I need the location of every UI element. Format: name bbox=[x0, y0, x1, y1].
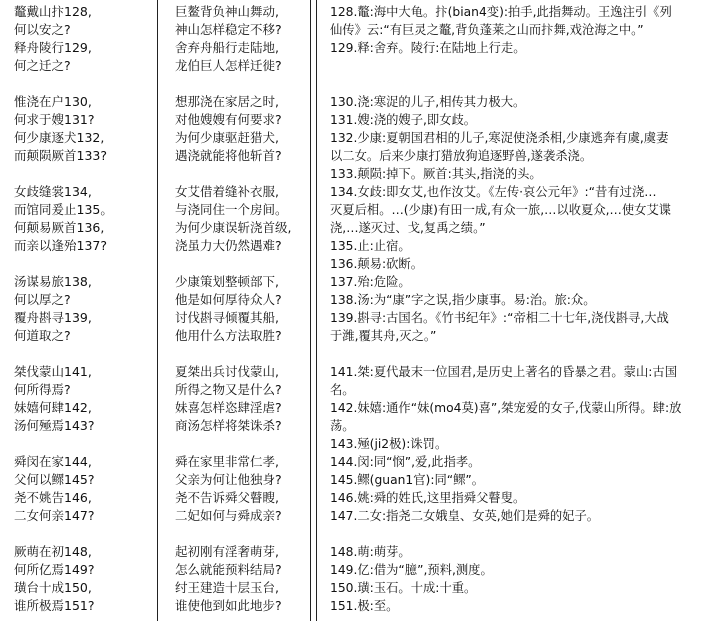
original-line: 何以安之? bbox=[14, 22, 71, 37]
original-line: 覆舟斟寻139, bbox=[14, 310, 92, 325]
original-line: 而亲以逢殆137? bbox=[14, 238, 107, 253]
original-line: 舜闵在家144, bbox=[14, 454, 92, 469]
note-line: 138.汤:为“康”字之误,指少康事。易:治。旅:众。 bbox=[330, 293, 596, 307]
translation-line: 舜在家里非常仁孝, bbox=[175, 454, 279, 469]
translation-line: 为何少康驱赶猎犬, bbox=[175, 130, 279, 145]
translation-column bbox=[160, 0, 310, 621]
note-line: 146.姚:舜的姓氏,这里指舜父瞽叟。 bbox=[330, 491, 526, 505]
translation-line: 商汤怎样将桀诛杀? bbox=[175, 418, 282, 433]
original-line: 何道取之? bbox=[14, 328, 71, 343]
translation-line: 舍弃舟船行走陆地, bbox=[175, 40, 279, 55]
original-line: 何求于嫂131? bbox=[14, 112, 95, 127]
original-line: 而颠陨厥首133? bbox=[14, 148, 107, 163]
column-divider bbox=[316, 0, 317, 621]
original-line: 何所得焉? bbox=[14, 382, 71, 397]
note-line: 130.浇:寒浞的儿子,相传其力极大。 bbox=[330, 95, 526, 109]
note-line: 147.二女:指尧二女娥皇、女英,她们是舜的妃子。 bbox=[330, 509, 600, 523]
note-line: 荡。 bbox=[330, 419, 355, 433]
note-line: 144.闵:同“悯”,爱,此指孝。 bbox=[330, 455, 481, 469]
translation-line: 对他嫂嫂有何要求? bbox=[175, 112, 282, 127]
original-line: 而馆同爰止135。 bbox=[14, 202, 113, 217]
translation-line: 妹喜怎样恣肆淫虐? bbox=[175, 400, 282, 415]
original-line: 璜台十成150, bbox=[14, 580, 92, 595]
translation-line: 巨鳌背负神山舞动, bbox=[175, 4, 279, 19]
note-line: 浇,…遂灭过、戈,复禹之绩。” bbox=[330, 221, 486, 235]
note-line: 145.鳏(guan1官):同“鳏”。 bbox=[330, 473, 485, 487]
original-line: 何颠易厥首136, bbox=[14, 220, 105, 235]
translation-line: 他用什么方法取胜? bbox=[175, 328, 282, 343]
translation-line: 二妃如何与舜成亲? bbox=[175, 508, 282, 523]
column-divider bbox=[310, 0, 311, 621]
translation-line: 起初刚有淫奢萌芽, bbox=[175, 544, 279, 559]
translation-line: 他是如何厚待众人? bbox=[175, 292, 282, 307]
original-line: 二女何亲147? bbox=[14, 508, 95, 523]
translation-line: 所得之物又是什么? bbox=[175, 382, 282, 397]
translation-line: 父亲为何让他独身? bbox=[175, 472, 282, 487]
translation-line: 尧不告诉舜父瞽瞍, bbox=[175, 490, 279, 505]
translation-line: 与浇同住一个房间。 bbox=[175, 202, 288, 217]
original-line: 桀伐蒙山141, bbox=[14, 364, 92, 379]
original-line: 妹嬉何肆142, bbox=[14, 400, 92, 415]
note-line: 以二女。后来少康打猎放狗追逐野兽,遂袭杀浇。 bbox=[330, 149, 593, 163]
note-line: 134.女歧:即女艾,也作汝艾。《左传·哀公元年》:“昔有过浇… bbox=[330, 185, 657, 199]
translation-line: 女艾借着缝补衣服, bbox=[175, 184, 279, 199]
note-line: 128.鼇:海中大龟。抃(bian4变):拍手,此指舞动。王逸注引《列 bbox=[330, 5, 672, 19]
translation-line: 为何少康误斩浇首级, bbox=[175, 220, 292, 235]
note-line: 151.极:至。 bbox=[330, 599, 399, 613]
column-divider bbox=[157, 0, 158, 621]
translation-line: 纣王建造十层玉台, bbox=[175, 580, 279, 595]
note-line: 于潍,覆其舟,灭之。” bbox=[330, 329, 437, 343]
translation-line: 谁使他到如此地步? bbox=[175, 598, 282, 613]
translation-line: 讨伐斟寻倾覆其船, bbox=[175, 310, 279, 325]
original-line: 汤何殛焉143? bbox=[14, 418, 95, 433]
original-line: 何之迁之? bbox=[14, 58, 71, 73]
note-line: 148.萌:萌芽。 bbox=[330, 545, 411, 559]
original-line: 惟浇在户130, bbox=[14, 94, 92, 109]
note-line: 132.少康:夏朝国君相的儿子,寒浞使浇杀相,少康逃奔有虞,虞妻 bbox=[330, 131, 669, 145]
note-line: 150.璜:玉石。十成:十重。 bbox=[330, 581, 477, 595]
translation-line: 想那浇在家居之时, bbox=[175, 94, 279, 109]
note-line: 131.嫂:浇的嫂子,即女歧。 bbox=[330, 113, 477, 127]
original-line: 释舟陵行129, bbox=[14, 40, 92, 55]
original-line: 鼇戴山抃128, bbox=[14, 4, 92, 19]
note-line: 142.妹嬉:通作“妹(mo4莫)喜”,桀宠爱的女子,伐蒙山所得。肆:放 bbox=[330, 401, 682, 415]
note-line: 149.亿:借为“臆”,预料,测度。 bbox=[330, 563, 493, 577]
note-line: 137.殆:危险。 bbox=[330, 275, 411, 289]
notes-column bbox=[320, 0, 725, 621]
translation-line: 夏桀出兵讨伐蒙山, bbox=[175, 364, 279, 379]
original-line: 女歧缝裳134, bbox=[14, 184, 92, 199]
original-line: 何以厚之? bbox=[14, 292, 71, 307]
note-line: 143.殛(ji2极):诛罚。 bbox=[330, 437, 448, 451]
note-line: 136.颠易:砍断。 bbox=[330, 257, 424, 271]
note-line: 139.斟寻:古国名。《竹书纪年》:“帝相二十七年,浇伐斟寻,大战 bbox=[330, 311, 669, 325]
original-line: 父何以鳏145? bbox=[14, 472, 95, 487]
translation-line: 浇虽力大仍然遇难? bbox=[175, 238, 282, 253]
original-line: 尧不姚告146, bbox=[14, 490, 92, 505]
note-line: 135.止:止宿。 bbox=[330, 239, 411, 253]
original-text-column bbox=[0, 0, 157, 621]
note-line: 仙传》云:“有巨灵之鼇,背负蓬莱之山而抃舞,戏沧海之中。” bbox=[330, 23, 644, 37]
translation-line: 怎么就能预料结局? bbox=[175, 562, 282, 577]
original-line: 何少康逐犬132, bbox=[14, 130, 105, 145]
original-line: 厥萌在初148, bbox=[14, 544, 92, 559]
note-line: 名。 bbox=[330, 383, 355, 397]
original-line: 谁所极焉151? bbox=[14, 598, 95, 613]
note-line: 141.桀:夏代最末一位国君,是历史上著名的昏暴之君。蒙山:古国 bbox=[330, 365, 677, 379]
original-line: 汤谋易旅138, bbox=[14, 274, 92, 289]
translation-line: 少康策划整顿部下, bbox=[175, 274, 279, 289]
translation-line: 遇浇就能将他斩首? bbox=[175, 148, 282, 163]
translation-line: 龙伯巨人怎样迁徙? bbox=[175, 58, 282, 73]
note-line: 灭夏后相。…(少康)有田一成,有众一旅,…以收夏众,…使女艾谍 bbox=[330, 203, 672, 217]
translation-line: 神山怎样稳定不移? bbox=[175, 22, 282, 37]
original-line: 何所亿焉149? bbox=[14, 562, 95, 577]
note-line: 129.释:舍弃。陵行:在陆地上行走。 bbox=[330, 41, 526, 55]
note-line: 133.颠陨:掉下。厥首:其头,指浇的头。 bbox=[330, 167, 542, 181]
